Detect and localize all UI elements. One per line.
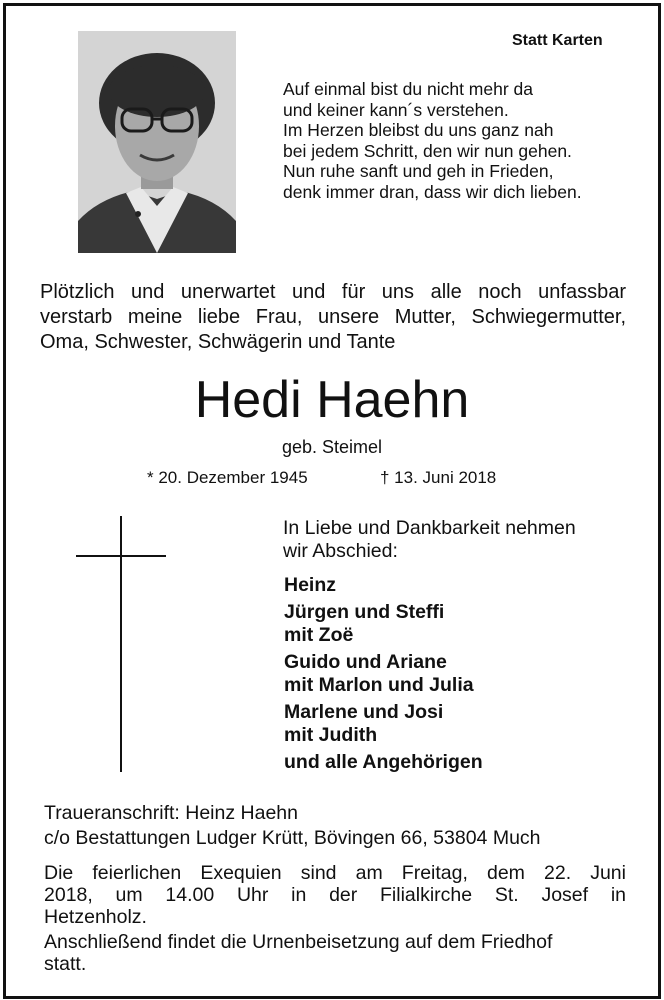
poem-line: Auf einmal bist du nicht mehr da <box>283 79 533 99</box>
maiden-name: geb. Steimel <box>281 437 383 457</box>
poem-line: bei jedem Schritt, den wir nun gehen. <box>283 140 572 161</box>
family-entry <box>284 574 483 597</box>
cross-icon <box>76 516 166 774</box>
address-line: Traueranschrift: Heinz Haehn <box>44 802 298 824</box>
intro-line: Oma, Schwester, Schwägerin und Tante <box>40 331 396 353</box>
cross-drawing <box>76 516 166 774</box>
poem-line: und keiner kann´s verstehen. <box>283 99 509 120</box>
portrait-illustration <box>78 31 236 253</box>
portrait-photo <box>78 31 236 253</box>
poem <box>283 79 582 202</box>
announcement-intro <box>40 280 626 355</box>
family-line: Heinz <box>284 574 337 596</box>
service-line: Anschließend findet die Urnenbeisetzung auf dem Friedhof <box>44 931 553 953</box>
service-line: statt. <box>44 953 87 975</box>
family-entry <box>284 701 483 747</box>
service-details <box>44 862 626 975</box>
family-line: mit Marlon und Julia <box>284 674 474 696</box>
family-list <box>284 574 483 778</box>
service-line: 2018, um 14.00 Uhr in der Filialkirche St. Josef in <box>44 884 626 906</box>
family-line: Marlene und Josi <box>284 701 444 723</box>
farewell-line: wir Abschied: <box>283 540 398 562</box>
family-entry <box>284 651 483 697</box>
family-line: und alle Angehörigen <box>284 751 483 773</box>
poem-line: Nun ruhe sanft und geh in Frieden, <box>283 161 554 181</box>
family-line: Guido und Ariane <box>284 651 447 673</box>
farewell-line: In Liebe und Dankbarkeit nehmen <box>283 517 576 539</box>
family-entry <box>284 751 483 774</box>
family-entry <box>284 601 483 647</box>
birth-date: * 20. Dezember 1945 <box>147 468 308 487</box>
poem-line: denk immer dran, dass wir dich lieben. <box>283 181 582 202</box>
family-line: Jürgen und Steffi <box>284 601 445 623</box>
death-date: † 13. Juni 2018 <box>380 468 497 487</box>
intro-line: verstarb meine liebe Frau, unsere Mutter, Schwiegermutter, <box>40 306 626 328</box>
poem-line: Im Herzen bleibst du uns ganz nah <box>283 120 554 140</box>
statt-karten-note: Statt Karten <box>512 32 603 49</box>
mourning-address <box>44 801 541 851</box>
farewell-text <box>283 517 576 563</box>
service-line: Hetzenholz. <box>44 906 147 928</box>
intro-line: Plötzlich und unerwartet und für uns alle noch unfassbar <box>40 281 626 303</box>
deceased-name: Hedi Haehn <box>194 371 470 429</box>
family-line: mit Judith <box>284 724 378 746</box>
service-line: Die feierlichen Exequien sind am Freitag, dem 22. Juni <box>44 862 626 884</box>
address-line: c/o Bestattungen Ludger Krütt, Bövingen 66, 53804 Much <box>44 827 541 849</box>
family-line: mit Zoë <box>284 624 354 646</box>
